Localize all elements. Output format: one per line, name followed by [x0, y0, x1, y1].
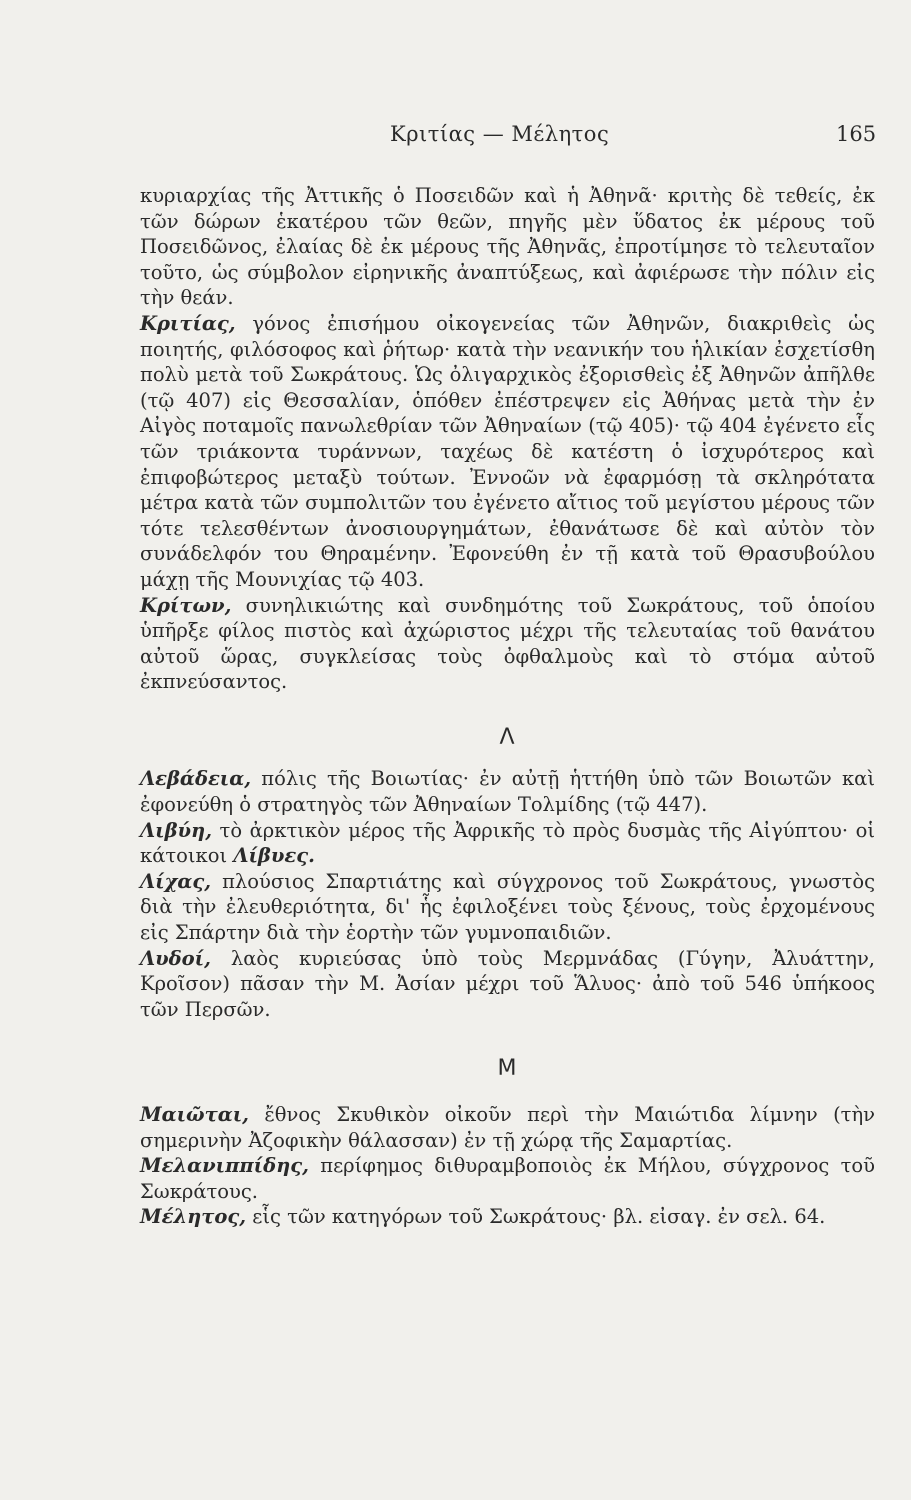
entry-headword: Λεβάδεια,	[140, 767, 252, 791]
entry-headword: Μελανιππίδης,	[140, 1154, 309, 1178]
entry-headword: Λιβύη,	[140, 818, 213, 842]
section-letter-mu: Μ	[497, 1056, 518, 1082]
running-header	[0, 122, 911, 152]
glossary-entry-libye	[140, 818, 875, 869]
entry-headword: Μαιῶται,	[140, 1103, 249, 1126]
entry-headword: Κρίτων,	[140, 593, 232, 617]
running-title: Κριτίας — Μέλητος	[390, 122, 610, 146]
page-number: 165	[836, 122, 877, 146]
glossary-entry-kriton	[140, 593, 875, 695]
entry-headword: Κριτίας,	[140, 311, 236, 335]
entry-text: πλούσιος Σπαρτιάτης καὶ σύγχρονος τοῦ Σωκράτους, γνωστὸς διὰ τὴν ἐλευθεριότητα, δι' ἧς ἐφιλοξένει τοὺς ξένους, τοὺς ἐρχομένους εἰς Σπάρτην διὰ τὴν ἑορτὴν τῶν γυμνοπαιδιῶν.	[140, 869, 875, 945]
glossary-entry-kritias	[140, 311, 875, 593]
entry-headword: Μέλητος,	[140, 1205, 247, 1229]
glossary-entry-melanippides	[140, 1153, 875, 1204]
entry-text: ἔθνος Σκυθικὸν οἰκοῦν περὶ τὴν Μαιώτιδα λίμνην (τὴν σημερινὴν Ἀζοφικὴν θάλασσαν) ἐν τῇ χώρᾳ τῆς Σαμαρτίας.	[140, 1103, 875, 1152]
entry-text: εἷς τῶν κατηγόρων τοῦ Σωκράτους· βλ. εἰσαγ. ἐν σελ. 64.	[246, 1205, 826, 1229]
entry-text: τὸ ἀρκτικὸν μέρος τῆς Ἀφρικῆς τὸ πρὸς δυσμὰς τῆς Αἰγύπτου· οἱ κάτοικοι	[140, 818, 875, 868]
glossary-body	[140, 183, 875, 1230]
section-letter-lambda: Λ	[499, 724, 516, 750]
entry-text: περίφημος διθυραμβοποιὸς ἐκ Μήλου, σύγχρονος τοῦ Σωκράτους.	[140, 1154, 875, 1203]
glossary-entry-meletos	[140, 1204, 875, 1230]
glossary-entry-lichas	[140, 869, 875, 946]
glossary-entry-lydoi	[140, 946, 875, 1023]
entry-text: γόνος ἐπισήμου οἰκογενείας τῶν Ἀθηνῶν, διακριθεὶς ὡς ποιητής, φιλόσοφος καὶ ῥήτωρ· κατὰ τὴν νεανικήν του ἡλικίαν ἐσχετίσθη πολὺ μετὰ τοῦ Σωκράτους. Ὡς ὀλιγαρχικὸς ἐξορισθεὶς ἐξ Ἀθηνῶν ἀπῆλθε (τῷ 407) εἰς Θεσσαλίαν, ὁπόθεν ἐπέστρεψεν εἰς Ἀθήνας μετὰ τὴν ἐν Αἰγὸς ποταμοῖς πανωλεθρίαν τῶν Ἀθηναίων (τῷ 405)· τῷ 404 ἐγένετο εἷς τῶν τριάκοντα τυράννων, ταχέως δὲ κατέστη ὁ ἰσχυρότερος καὶ ἐπιφοβώτερος μεταξὺ τούτων. Ἐννοῶν νὰ ἐφαρμόσῃ τὰ σκληρότατα μέτρα κατὰ τῶν συμπολιτῶν του ἐγένετο αἴτιος τοῦ μεγίστου μέρους τῶν τότε τελεσθέντων ἀνοσιουργημάτων, ἐθανάτωσε δὲ καὶ αὐτὸν τὸν συνάδελφόν του Θηραμένην. Ἐφονεύθη ἐν τῇ κατὰ τοῦ Θρασυβούλου μάχῃ τῆς Μουνιχίας τῷ 403.	[140, 311, 875, 591]
entry-text: συνηλικιώτης καὶ συνδημότης τοῦ Σωκράτους, τοῦ ὁποίου ὑπῆρξε φίλος πιστὸς καὶ ἀχώριστος μέχρι τῆς τελευταίας τοῦ θανάτου αὐτοῦ ὥρας, συγκλείσας τοὺς ὀφθαλμοὺς καὶ τὸ στόμα αὐτοῦ ἐκπνεύσαντος.	[140, 593, 875, 694]
entry-headword: Λίχας,	[140, 869, 212, 893]
entry-text: πόλις τῆς Βοιωτίας· ἐν αὐτῇ ἡττήθη ὑπὸ τῶν Βοιωτῶν καὶ ἐφονεύθη ὁ στρατηγὸς τῶν Ἀθηναίων Τολμίδης (τῷ 447).	[140, 767, 875, 817]
glossary-entry-maiotai	[140, 1102, 875, 1153]
entry-emphasis: Λίβυες.	[233, 844, 315, 868]
intro-paragraph: κυριαρχίας τῆς Ἀττικῆς ὁ Ποσειδῶν καὶ ἡ Ἀθηνᾶ· κριτὴς δὲ τεθείς, ἐκ τῶν δώρων ἑκατέρου τῶν θεῶν, πηγῆς μὲν ὕδατος ἐκ μέρους τοῦ Ποσειδῶνος, ἐλαίας δὲ ἐκ μέρους τῆς Ἀθηνᾶς, ἐπροτίμησε τὸ τελευταῖον τοῦτο, ὡς σύμβολον εἰρηνικῆς ἀναπτύξεως, καὶ ἀφιέρωσε τὴν πόλιν εἰς τὴν θεάν.	[140, 184, 875, 310]
glossary-entry-lebadeia	[140, 766, 875, 817]
entry-headword: Λυδοί,	[140, 946, 211, 970]
entry-text: λαὸς κυριεύσας ὑπὸ τοὺς Μερμνάδας (Γύγην, Ἀλυάττην, Κροῖσον) πᾶσαν τὴν Μ. Ἀσίαν μέχρι τοῦ Ἅλυος· ἀπὸ τοῦ 546 ὑπήκοος τῶν Περσῶν.	[140, 946, 875, 1021]
